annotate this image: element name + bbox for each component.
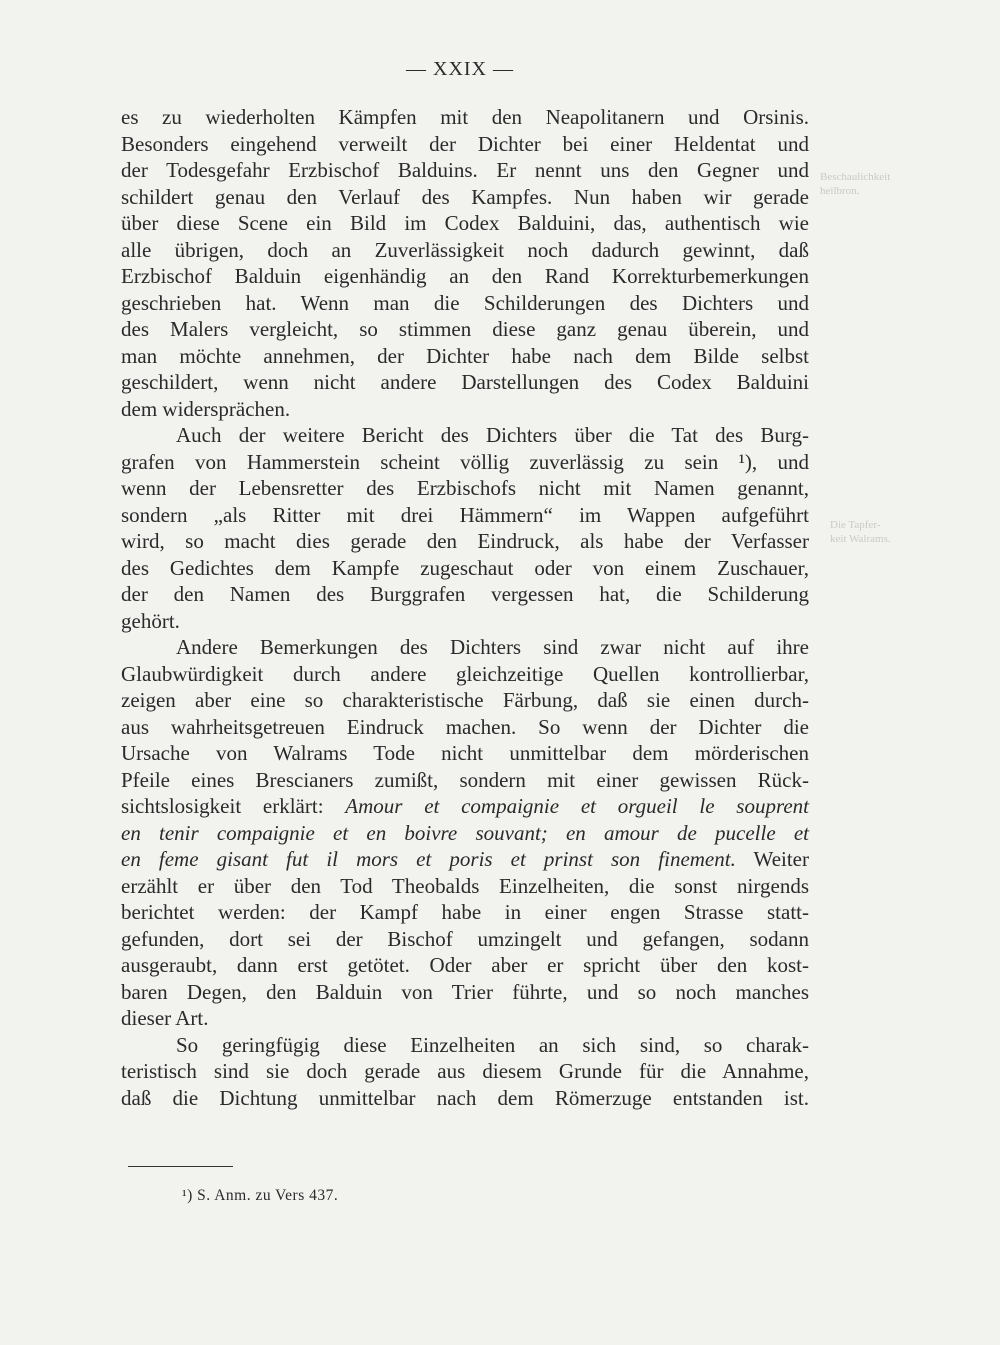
text-line: man möchte annehmen, der Dichter habe nach dem Bilde selbst	[121, 343, 809, 368]
text-line: So geringfügig diese Einzelheiten an sich sind, so charak-	[176, 1032, 809, 1057]
text-line: der den Namen des Burggrafen vergessen hat, die Schilderung	[121, 582, 809, 606]
text-line: wenn der Lebensretter des Erzbischofs nicht mit Namen genannt,	[121, 476, 809, 500]
text-line: erzählt er über den Tod Theobalds Einzelheiten, die sonst nirgends	[121, 873, 809, 898]
text-line: über diese Scene ein Bild im Codex Balduini, das, authentisch wie	[121, 211, 809, 235]
text-line: schildert genau den Verlauf des Kampfes. Nun haben wir gerade	[121, 184, 809, 209]
text-line: sondern „als Ritter mit drei Hämmern“ im Wappen aufgeführt	[121, 502, 809, 527]
text-line: gehört.	[121, 608, 180, 633]
text-line: aus wahrheitsgetreuen Eindruck machen. So wenn der Dichter die	[121, 714, 809, 739]
text-line: Pfeile eines Brescianers zumißt, sondern mit einer gewissen Rück-	[121, 767, 809, 792]
text-line: berichtet werden: der Kampf habe in einer engen Strasse statt-	[121, 900, 809, 924]
italic-quote: en feme gisant fut il mors et poris et prinst son finement.	[121, 847, 736, 871]
text-line	[121, 846, 809, 873]
text-line: ausgeraubt, dann erst getötet. Oder aber er spricht über den kost-	[121, 953, 809, 977]
margin-note	[830, 518, 891, 546]
text-line: es zu wiederholten Kämpfen mit den Neapolitanern und Orsinis.	[121, 105, 809, 129]
page-number: — XXIX —	[406, 58, 514, 80]
text-line: geschildert, wenn nicht andere Darstellungen des Codex Balduini	[121, 370, 809, 394]
text-line: Erzbischof Balduin eigenhändig an den Rand Korrekturbemerkungen	[121, 264, 809, 288]
text-line: dem widersprächen.	[121, 396, 291, 421]
text-line: grafen von Hammerstein scheint völlig zuverlässig zu sein ¹), und	[121, 449, 809, 474]
text-line: der Todesgefahr Erzbischof Balduins. Er nennt uns den Gegner und	[121, 158, 809, 182]
text-line: Andere Bemerkungen des Dichters sind zwar nicht auf ihre	[176, 635, 809, 659]
footnote: ¹) S. Anm. zu Vers 437.	[182, 1187, 339, 1204]
text-line: geschrieben hat. Wenn man die Schilderungen des Dichters und	[121, 290, 809, 315]
text-line: des Malers vergleicht, so stimmen diese ganz genau überein, und	[121, 317, 809, 341]
text-line: baren Degen, den Balduin von Trier führte, und so noch manches	[121, 979, 809, 1004]
text-line: teristisch sind sie doch gerade aus diesem Grunde für die Annahme,	[121, 1059, 809, 1083]
text-line	[121, 793, 809, 820]
text-line: wird, so macht dies gerade den Eindruck, als habe der Verfasser	[121, 529, 809, 553]
text-line: des Gedichtes dem Kampfe zugeschaut oder von einem Zuschauer,	[121, 555, 809, 580]
text-line: alle übrigen, doch an Zuverlässigkeit noch dadurch gewinnt, daß	[121, 237, 809, 262]
text-line: dieser Art.	[121, 1006, 209, 1030]
text-line: Glaubwürdigkeit durch andere gleichzeitige Quellen kontrollierbar,	[121, 661, 809, 686]
body-text	[121, 104, 809, 1111]
text-segment: Weiter	[735, 847, 809, 871]
margin-note-line: Die Tapfer-	[830, 519, 881, 531]
margin-note-line: Beschaulichkeit	[820, 171, 891, 183]
footnote-divider	[128, 1166, 233, 1167]
text-line: zeigen aber eine so charakteristische Färbung, daß sie einen durch-	[121, 688, 809, 712]
italic-quote: Amour et compaignie et orgueil le souprent	[345, 794, 809, 818]
text-segment: sichtslosigkeit erklärt:	[121, 794, 346, 818]
margin-note-line: keit Walrams.	[830, 533, 891, 545]
margin-note-line: heilbron.	[820, 185, 860, 197]
text-line: Auch der weitere Bericht des Dichters über die Tat des Burg-	[176, 423, 809, 447]
italic-quote-line: en tenir compaignie et en boivre souvant; en amour de pucelle et	[121, 820, 809, 845]
text-line: Besonders eingehend verweilt der Dichter bei einer Heldentat und	[121, 131, 809, 156]
text-line: gefunden, dort sei der Bischof umzingelt und gefangen, sodann	[121, 926, 809, 951]
text-line: Ursache von Walrams Tode nicht unmittelbar dem mörderischen	[121, 741, 809, 765]
margin-note	[820, 170, 890, 198]
text-line: daß die Dichtung unmittelbar nach dem Römerzuge entstanden ist.	[121, 1085, 809, 1110]
